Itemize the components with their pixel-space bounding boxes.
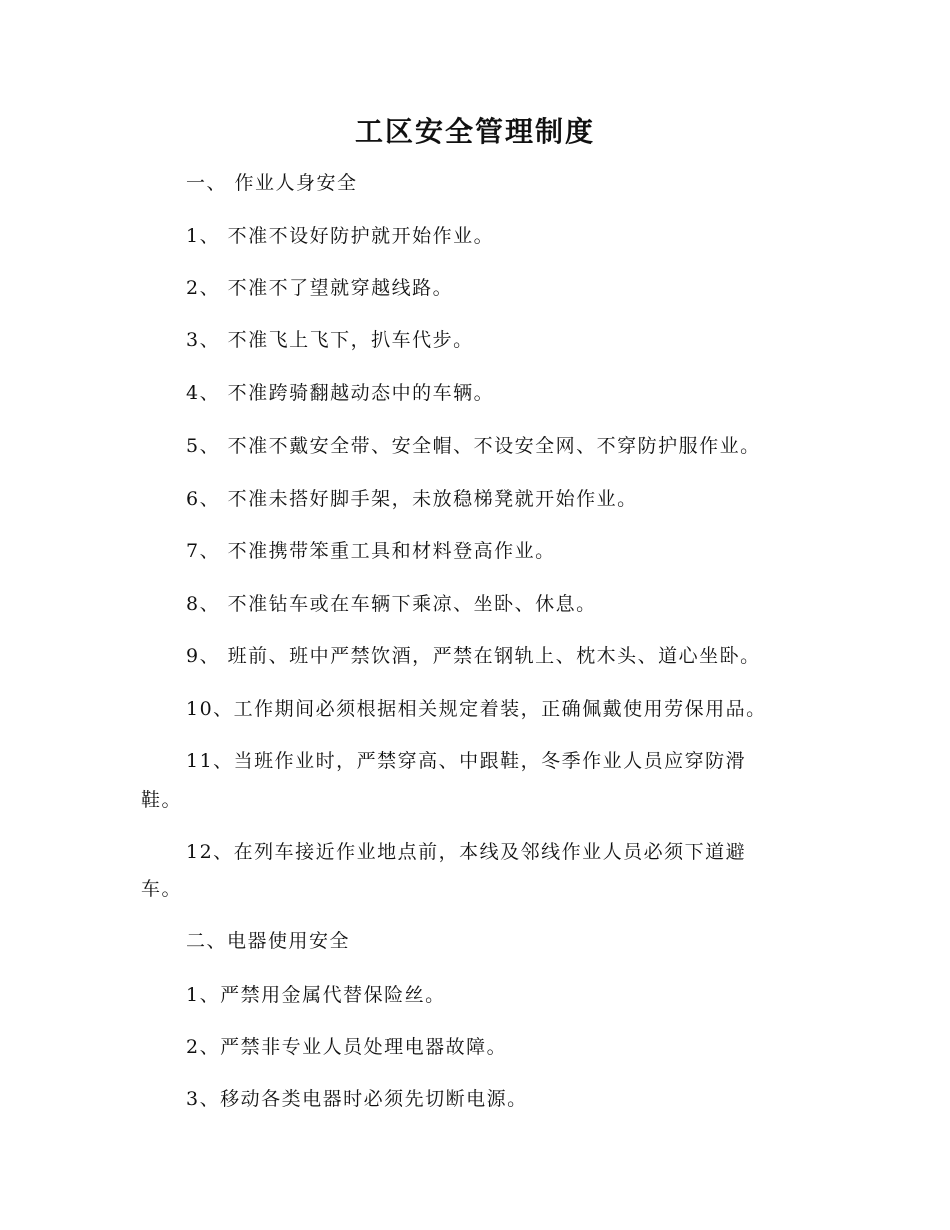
rule-item-11-line2: 鞋。 bbox=[141, 789, 183, 811]
rule-item-3: 3、 不准飞上飞下，扒车代步。 bbox=[186, 329, 474, 351]
rule-item-10: 10、工作期间必须根据相关规定着装，正确佩戴使用劳保用品。 bbox=[186, 698, 767, 720]
section-heading-electrical-safety: 二、电器使用安全 bbox=[186, 930, 351, 952]
rule-item-8: 8、 不准钻车或在车辆下乘凉、坐卧、休息。 bbox=[186, 593, 597, 615]
rule-item-12-line2: 车。 bbox=[141, 878, 183, 900]
rule-item-6: 6、 不准未搭好脚手架，未放稳梯凳就开始作业。 bbox=[186, 488, 638, 510]
rule-item-7: 7、 不准携带笨重工具和材料登高作业。 bbox=[186, 540, 556, 562]
electrical-item-3: 3、移动各类电器时必须先切断电源。 bbox=[186, 1088, 528, 1110]
electrical-item-1: 1、严禁用金属代替保险丝。 bbox=[186, 984, 446, 1006]
rule-item-11-line1: 11、当班作业时，严禁穿高、中跟鞋，冬季作业人员应穿防滑 bbox=[186, 750, 747, 772]
rule-item-12-line1: 12、在列车接近作业地点前，本线及邻线作业人员必须下道避 bbox=[186, 841, 747, 863]
page-title: 工区安全管理制度 bbox=[354, 115, 595, 148]
rule-item-2: 2、 不准不了望就穿越线路。 bbox=[186, 277, 454, 299]
rule-item-4: 4、 不准跨骑翻越动态中的车辆。 bbox=[186, 382, 495, 404]
rule-item-1: 1、 不准不设好防护就开始作业。 bbox=[186, 225, 495, 247]
electrical-item-2: 2、严禁非专业人员处理电器故障。 bbox=[186, 1036, 508, 1058]
section-heading-personal-safety: 一、 作业人身安全 bbox=[186, 172, 358, 194]
rule-item-9: 9、 班前、班中严禁饮酒，严禁在钢轨上、枕木头、道心坐卧。 bbox=[186, 645, 761, 667]
rule-item-5: 5、 不准不戴安全带、安全帽、不设安全网、不穿防护服作业。 bbox=[186, 435, 761, 457]
